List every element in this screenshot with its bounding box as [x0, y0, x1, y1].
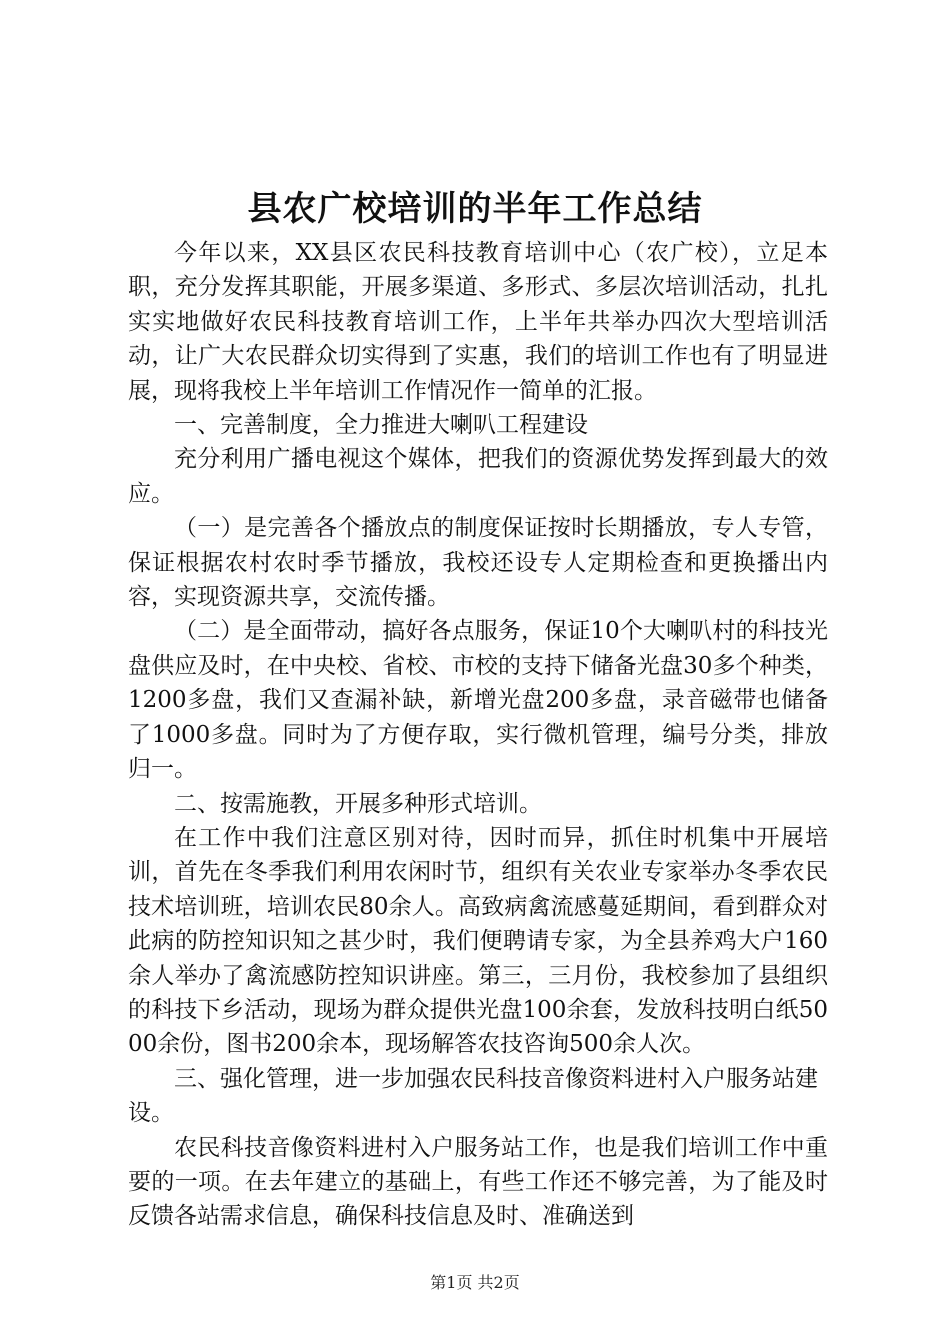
body-paragraph: （一）是完善各个播放点的制度保证按时长期播放，专人专管，保证根据农村农时季节播放，我校还设专人定期检查和更换播出内容，实现资源共享，交流传播。	[128, 515, 828, 611]
document-title: 县农广校培训的半年工作总结	[247, 189, 703, 229]
intro-paragraph: 今年以来，XX县区农民科技教育培训中心（农广校），立足本职，充分发挥其职能，开展多渠道、多形式、多层次培训活动，扎扎实实地做好农民科技教育培训工作，上半年共举办四次大型培训活动，让广大农民群众切实得到了实惠，我们的培训工作也有了明显进展，现将我校上半年培训工作情况作一简单的汇报。	[128, 240, 828, 404]
body-paragraph: （二）是全面带动，搞好各点服务，保证10个大喇叭村的科技光盘供应及时，在中央校、省校、市校的支持下储备光盘30多个种类，1200多盘，我们又查漏补缺，新增光盘200多盘，录音磁带也储备了1000多盘。同时为了方便存取，实行微机管理，编号分类，排放归一。	[128, 618, 828, 783]
section-heading-3: 三、强化管理，进一步加强农民科技音像资料进村入户服务站建设。	[128, 1065, 818, 1127]
page-number-footer: 第1页 共2页	[430, 1273, 520, 1292]
section-heading-1: 一、完善制度，全力推进大喇叭工程建设	[174, 412, 588, 439]
body-paragraph: 在工作中我们注意区别对待，因时而异，抓住时机集中开展培训，首先在冬季我们利用农闲时节，组织有关农业专家举办冬季农民技术培训班，培训农民80余人。高致病禽流感蔓延期间，看到群众对此病的防控知识知之甚少时，我们便聘请专家，为全县养鸡大户160余人举办了禽流感防控知识讲座。第三，三月份，我校参加了县组织的科技下乡活动，现场为群众提供光盘100余套，发放科技明白纸5000余份，图书200余本，现场解答农技咨询500余人次。	[128, 824, 828, 1058]
body-paragraph: 充分利用广播电视这个媒体，把我们的资源优势发挥到最大的效应。	[128, 446, 828, 507]
body-paragraph: 农民科技音像资料进村入户服务站工作，也是我们培训工作中重要的一项。在去年建立的基础上，有些工作还不够完善，为了能及时反馈各站需求信息，确保科技信息及时、准确送到	[128, 1134, 828, 1230]
section-heading-2: 二、按需施教，开展多种形式培训。	[174, 790, 542, 817]
document-body	[128, 236, 828, 1234]
